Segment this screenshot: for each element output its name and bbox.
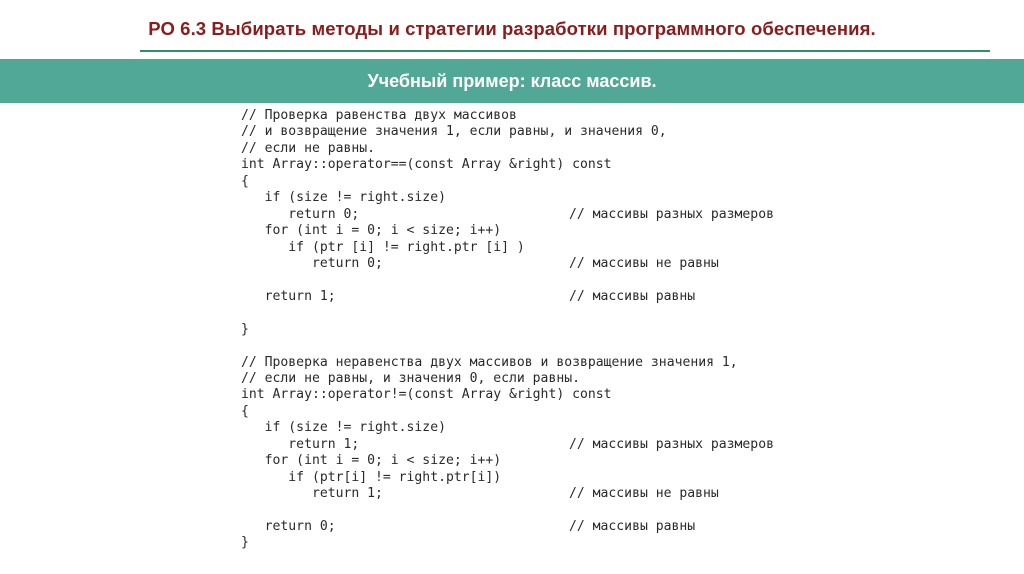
code-text: if (size != right.size) (241, 420, 446, 436)
code-text: // и возвращение значения 1, если равны, и значения 0, (241, 124, 667, 140)
code-line (241, 206, 774, 223)
code-text: { (241, 403, 249, 419)
code-text: int Array::operator==(const Array &right) const (241, 157, 612, 173)
code-comment: // массивы равны (569, 288, 696, 304)
code-comment: // массивы разных размеров (569, 436, 774, 452)
code-text: } (241, 321, 249, 337)
subtitle-text: Учебный пример: класс массив. (367, 71, 657, 91)
code-text: } (241, 535, 249, 551)
code-line (241, 338, 738, 354)
code-comment: // массивы не равны (569, 486, 719, 502)
code-text: for (int i = 0; i < size; i++) (241, 223, 502, 239)
code-line (241, 289, 738, 305)
code-listing (241, 108, 774, 552)
code-text: if (ptr [i] != right.ptr [i] ) (241, 239, 525, 255)
code-text: // если не равны, и значения 0, если равны. (241, 371, 580, 386)
code-line (241, 272, 738, 288)
code-line (241, 223, 738, 239)
code-line (241, 157, 738, 173)
title-divider (140, 50, 990, 52)
code-line (241, 355, 738, 371)
code-line (241, 486, 738, 502)
code-text: return 1; (241, 288, 336, 304)
code-comment: // массивы не равны (569, 255, 719, 271)
code-text: if (ptr[i] != right.ptr[i]) (241, 469, 502, 485)
code-line (241, 387, 738, 403)
code-text: // Проверка равенства двух массивов (241, 108, 517, 123)
code-text: // если не равны. (241, 140, 376, 156)
code-line (241, 174, 738, 190)
code-line (241, 190, 738, 206)
code-line (241, 371, 738, 387)
code-line (241, 240, 738, 256)
code-line (241, 519, 738, 535)
code-line (241, 535, 738, 551)
code-line (241, 420, 738, 436)
code-line (241, 322, 738, 338)
code-line (241, 141, 738, 157)
code-text: return 1; (241, 486, 383, 502)
code-text: return 0; (241, 255, 383, 271)
code-line (241, 436, 774, 453)
code-line (241, 470, 738, 486)
code-line (241, 256, 738, 272)
code-line (241, 124, 738, 140)
code-text: return 0; (241, 518, 336, 534)
code-text: int Array::operator!=(const Array &right) const (241, 387, 612, 403)
code-text: if (size != right.size) (241, 190, 446, 206)
code-text: return 0; (241, 206, 360, 222)
code-line (241, 453, 738, 469)
code-line (241, 305, 738, 321)
subtitle-banner (0, 59, 1024, 103)
code-text: for (int i = 0; i < size; i++) (241, 453, 502, 469)
slide-title: РО 6.3 Выбирать методы и стратегии разработки программного обеспечения. (148, 18, 876, 39)
code-text: { (241, 173, 249, 189)
code-text: // Проверка неравенства двух массивов и возвращение значения 1, (241, 354, 738, 370)
code-comment: // массивы разных размеров (569, 206, 774, 222)
code-text: return 1; (241, 436, 360, 452)
code-line (241, 503, 738, 519)
code-line (241, 108, 738, 124)
code-comment: // массивы равны (569, 518, 696, 534)
code-line (241, 404, 738, 420)
